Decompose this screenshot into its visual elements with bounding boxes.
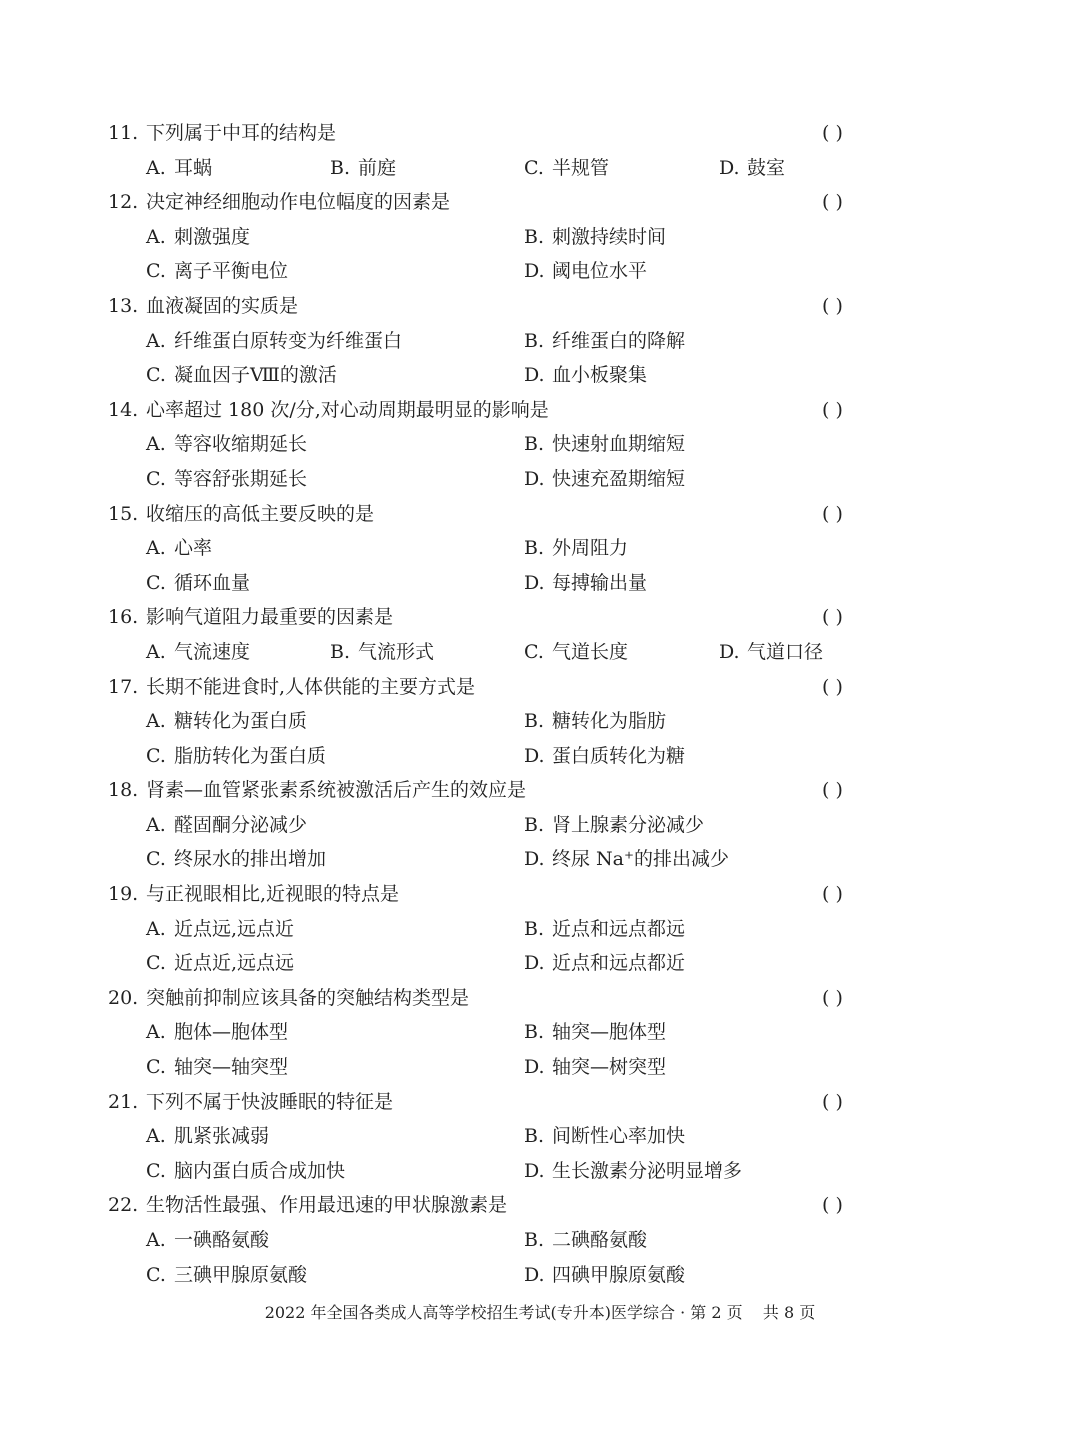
- option-text: 半规管: [552, 156, 610, 179]
- option-item: [146, 946, 294, 981]
- option-label: C.: [146, 364, 166, 387]
- question-text: 收缩压的高低主要反映的是: [146, 502, 375, 525]
- question-text: 与正视眼相比,近视眼的特点是: [146, 883, 400, 906]
- question-text: 突触前抑制应该具备的突触结构类型是: [146, 986, 470, 1009]
- answer-bracket: ( ): [822, 675, 843, 698]
- option-label: D.: [524, 364, 545, 387]
- question-stem: [108, 877, 888, 912]
- question-item: [108, 981, 888, 1085]
- question-text: 下列属于中耳的结构是: [146, 122, 337, 144]
- option-text: 鼓室: [747, 156, 786, 179]
- option-item: [330, 635, 434, 670]
- option-row: [108, 462, 888, 497]
- option-item: [146, 635, 250, 670]
- question-text: 血液凝固的实质是: [146, 294, 299, 317]
- option-text: 近点近,远点远: [174, 952, 295, 975]
- question-stem: [108, 497, 888, 532]
- question-item: [108, 116, 888, 185]
- option-item: [524, 220, 666, 255]
- answer-bracket: ( ): [822, 883, 843, 906]
- option-item: [524, 1015, 666, 1050]
- option-item: [719, 635, 823, 670]
- option-label: B.: [524, 1021, 545, 1044]
- option-item: [146, 358, 337, 393]
- option-item: [146, 151, 212, 186]
- option-row: [108, 254, 888, 289]
- question-number: 12.: [108, 191, 139, 214]
- option-text: 间断性心率加快: [552, 1125, 686, 1148]
- option-text: 轴突—轴突型: [174, 1056, 289, 1079]
- question-stem: [108, 289, 888, 324]
- question-stem: [108, 600, 888, 635]
- option-label: A.: [146, 813, 166, 836]
- answer-bracket: ( ): [822, 294, 843, 317]
- option-text: 心率: [174, 537, 213, 560]
- option-item: [146, 704, 307, 739]
- option-text: 近点远,远点近: [174, 917, 295, 940]
- option-row: [108, 324, 888, 359]
- option-text: 循环血量: [174, 571, 251, 594]
- option-text: 刺激强度: [174, 225, 251, 248]
- question-text: 长期不能进食时,人体供能的主要方式是: [146, 675, 476, 698]
- option-label: B.: [524, 917, 545, 940]
- option-row: [108, 912, 888, 947]
- option-row: [108, 1050, 888, 1085]
- option-row: [108, 808, 888, 843]
- option-label: D.: [524, 1159, 545, 1182]
- question-item: [108, 600, 888, 669]
- question-stem: [108, 773, 888, 808]
- option-label: C.: [524, 156, 544, 179]
- option-text: 生长激素分泌明显增多: [552, 1159, 743, 1182]
- option-label: A.: [146, 433, 166, 456]
- option-item: [146, 1223, 269, 1258]
- option-text: 一碘酪氨酸: [174, 1229, 270, 1251]
- question-item: [108, 497, 888, 601]
- option-label: A.: [146, 156, 166, 179]
- option-label: C.: [146, 260, 166, 283]
- option-item: [524, 635, 628, 670]
- option-item: [146, 427, 307, 462]
- question-text: 决定神经细胞动作电位幅度的因素是: [146, 191, 451, 214]
- question-text: 心率超过 180 次/分,对心动周期最明显的影响是: [146, 398, 549, 421]
- option-label: A.: [146, 1229, 166, 1251]
- answer-bracket: ( ): [822, 606, 843, 629]
- option-row: [108, 151, 888, 186]
- option-text: 糖转化为蛋白质: [174, 710, 308, 733]
- option-text: 胞体—胞体型: [174, 1021, 289, 1044]
- option-row: [108, 427, 888, 462]
- option-text: 四碘甲腺原氨酸: [552, 1263, 686, 1286]
- option-label: D.: [524, 952, 545, 975]
- option-row: [108, 358, 888, 393]
- option-item: [524, 1119, 685, 1154]
- option-item: [524, 427, 685, 462]
- question-item: [108, 289, 888, 393]
- question-stem: [108, 1188, 888, 1223]
- option-item: [524, 912, 685, 947]
- option-item: [524, 462, 685, 497]
- option-label: D.: [524, 1263, 545, 1286]
- answer-bracket: ( ): [822, 398, 843, 421]
- question-number: 15.: [108, 502, 139, 525]
- option-item: [524, 1050, 666, 1085]
- question-number: 14.: [108, 398, 139, 421]
- option-text: 前庭: [358, 156, 397, 179]
- question-text: 生物活性最强、作用最迅速的甲状腺激素是: [146, 1194, 508, 1217]
- option-item: [524, 1154, 742, 1189]
- option-item: [719, 151, 785, 186]
- option-item: [146, 1154, 345, 1189]
- option-row: [108, 1258, 888, 1293]
- option-item: [524, 151, 609, 186]
- question-number: 19.: [108, 883, 139, 906]
- question-stem: [108, 393, 888, 428]
- option-label: A.: [146, 710, 166, 733]
- question-number: 22.: [108, 1194, 139, 1217]
- option-text: 醛固酮分泌减少: [174, 813, 308, 836]
- option-label: B.: [524, 710, 545, 733]
- option-label: D.: [524, 467, 545, 490]
- option-item: [146, 462, 307, 497]
- option-label: D.: [524, 260, 545, 283]
- option-row: [108, 220, 888, 255]
- option-text: 气道口径: [747, 640, 824, 663]
- option-label: C.: [146, 744, 166, 767]
- question-number: 17.: [108, 675, 139, 698]
- option-label: B.: [330, 640, 351, 663]
- option-row: [108, 1119, 888, 1154]
- option-item: [524, 704, 666, 739]
- question-number: 21.: [108, 1090, 139, 1113]
- option-text: 阈电位水平: [552, 260, 648, 283]
- option-row: [108, 1223, 888, 1258]
- option-row: [108, 946, 888, 981]
- option-item: [330, 151, 396, 186]
- option-label: A.: [146, 1125, 166, 1148]
- option-label: A.: [146, 1021, 166, 1044]
- option-label: A.: [146, 917, 166, 940]
- option-text: 外周阻力: [552, 537, 629, 560]
- option-label: D.: [524, 744, 545, 767]
- option-item: [146, 1258, 307, 1293]
- option-text: 蛋白质转化为糖: [552, 744, 686, 767]
- question-stem: [108, 116, 888, 151]
- option-item: [524, 842, 729, 877]
- option-text: 轴突—树突型: [552, 1056, 667, 1079]
- option-label: D.: [719, 640, 740, 663]
- question-number: 11.: [108, 122, 139, 144]
- option-label: B.: [524, 225, 545, 248]
- option-item: [146, 1050, 288, 1085]
- option-label: B.: [524, 537, 545, 560]
- option-item: [146, 912, 294, 947]
- option-text: 三碘甲腺原氨酸: [174, 1263, 308, 1286]
- question-item: [108, 877, 888, 981]
- option-item: [146, 254, 288, 289]
- option-row: [108, 566, 888, 601]
- answer-bracket: ( ): [822, 122, 843, 144]
- option-row: [108, 842, 888, 877]
- option-row: [108, 531, 888, 566]
- option-label: D.: [524, 1056, 545, 1079]
- option-label: B.: [524, 1229, 545, 1251]
- option-item: [146, 1015, 288, 1050]
- answer-bracket: ( ): [822, 1194, 843, 1217]
- option-text: 纤维蛋白原转变为纤维蛋白: [174, 329, 403, 352]
- question-number: 20.: [108, 986, 139, 1009]
- option-row: [108, 704, 888, 739]
- option-item: [146, 1119, 269, 1154]
- option-label: C.: [146, 1159, 166, 1182]
- option-label: B.: [524, 433, 545, 456]
- option-item: [524, 808, 704, 843]
- option-label: D.: [524, 571, 545, 594]
- question-text: 肾素—血管紧张素系统被激活后产生的效应是: [146, 779, 527, 802]
- option-text: 近点和远点都远: [552, 917, 686, 940]
- option-item: [146, 566, 250, 601]
- option-item: [146, 531, 212, 566]
- option-item: [524, 1223, 647, 1258]
- option-item: [524, 739, 685, 774]
- option-label: C.: [146, 1263, 166, 1286]
- option-label: A.: [146, 640, 166, 663]
- question-number: 18.: [108, 779, 139, 802]
- question-number: 16.: [108, 606, 139, 629]
- question-item: [108, 773, 888, 877]
- option-item: [524, 1258, 685, 1293]
- option-item: [146, 324, 402, 359]
- option-item: [524, 254, 647, 289]
- option-text: 肌紧张减弱: [174, 1125, 270, 1148]
- question-stem: [108, 981, 888, 1016]
- answer-bracket: ( ): [822, 191, 843, 214]
- option-label: B.: [524, 1125, 545, 1148]
- option-row: [108, 1154, 888, 1189]
- option-item: [524, 531, 628, 566]
- option-text: 二碘酪氨酸: [552, 1229, 648, 1251]
- option-label: C.: [146, 467, 166, 490]
- option-item: [524, 358, 647, 393]
- question-stem: [108, 1085, 888, 1120]
- option-text: 气流速度: [174, 640, 251, 663]
- option-label: C.: [146, 1056, 166, 1079]
- option-text: 终尿 Na⁺的排出减少: [552, 848, 730, 871]
- question-text: 下列不属于快波睡眠的特征是: [146, 1090, 394, 1113]
- question-item: [108, 670, 888, 774]
- option-label: C.: [146, 848, 166, 871]
- option-text: 等容收缩期延长: [174, 433, 308, 456]
- option-text: 快速射血期缩短: [552, 433, 686, 456]
- answer-bracket: ( ): [822, 779, 843, 802]
- question-item: [108, 1085, 888, 1189]
- question-item: [108, 1188, 888, 1292]
- option-text: 快速充盈期缩短: [552, 467, 686, 490]
- option-label: C.: [146, 571, 166, 594]
- option-text: 离子平衡电位: [174, 260, 289, 283]
- option-text: 纤维蛋白的降解: [552, 329, 686, 352]
- option-item: [524, 566, 647, 601]
- option-text: 脂肪转化为蛋白质: [174, 744, 327, 767]
- option-row: [108, 1015, 888, 1050]
- question-text: 影响气道阻力最重要的因素是: [146, 606, 394, 629]
- option-label: B.: [330, 156, 351, 179]
- option-text: 凝血因子Ⅷ的激活: [174, 364, 337, 387]
- option-item: [146, 842, 326, 877]
- question-stem: [108, 185, 888, 220]
- option-item: [146, 739, 326, 774]
- option-label: C.: [524, 640, 544, 663]
- option-text: 刺激持续时间: [552, 225, 667, 248]
- option-label: B.: [524, 329, 545, 352]
- answer-bracket: ( ): [822, 502, 843, 525]
- option-item: [524, 324, 685, 359]
- option-label: A.: [146, 329, 166, 352]
- option-text: 等容舒张期延长: [174, 467, 308, 490]
- option-row: [108, 739, 888, 774]
- question-list: [108, 116, 888, 1292]
- option-text: 每搏输出量: [552, 571, 648, 594]
- option-text: 气流形式: [358, 640, 435, 663]
- option-text: 脑内蛋白质合成加快: [174, 1159, 346, 1182]
- option-item: [524, 946, 685, 981]
- option-text: 血小板聚集: [552, 364, 648, 387]
- option-label: A.: [146, 537, 166, 560]
- option-label: A.: [146, 225, 166, 248]
- question-item: [108, 185, 888, 289]
- question-number: 13.: [108, 294, 139, 317]
- option-text: 终尿水的排出增加: [174, 848, 327, 871]
- option-row: [108, 635, 888, 670]
- option-item: [146, 808, 307, 843]
- option-label: D.: [524, 848, 545, 871]
- page-footer: 2022 年全国各类成人高等学校招生考试(专升本)医学综合 · 第 2 页 共 8 页: [264, 1303, 816, 1322]
- option-item: [146, 220, 250, 255]
- option-text: 气道长度: [552, 640, 629, 663]
- answer-bracket: ( ): [822, 986, 843, 1009]
- option-label: C.: [146, 952, 166, 975]
- option-text: 轴突—胞体型: [552, 1021, 667, 1044]
- question-stem: [108, 670, 888, 705]
- question-item: [108, 393, 888, 497]
- option-text: 耳蜗: [174, 156, 213, 179]
- option-text: 肾上腺素分泌减少: [552, 813, 705, 836]
- option-label: B.: [524, 813, 545, 836]
- answer-bracket: ( ): [822, 1090, 843, 1113]
- option-text: 近点和远点都近: [552, 952, 686, 975]
- option-label: D.: [719, 156, 740, 179]
- option-text: 糖转化为脂肪: [552, 710, 667, 733]
